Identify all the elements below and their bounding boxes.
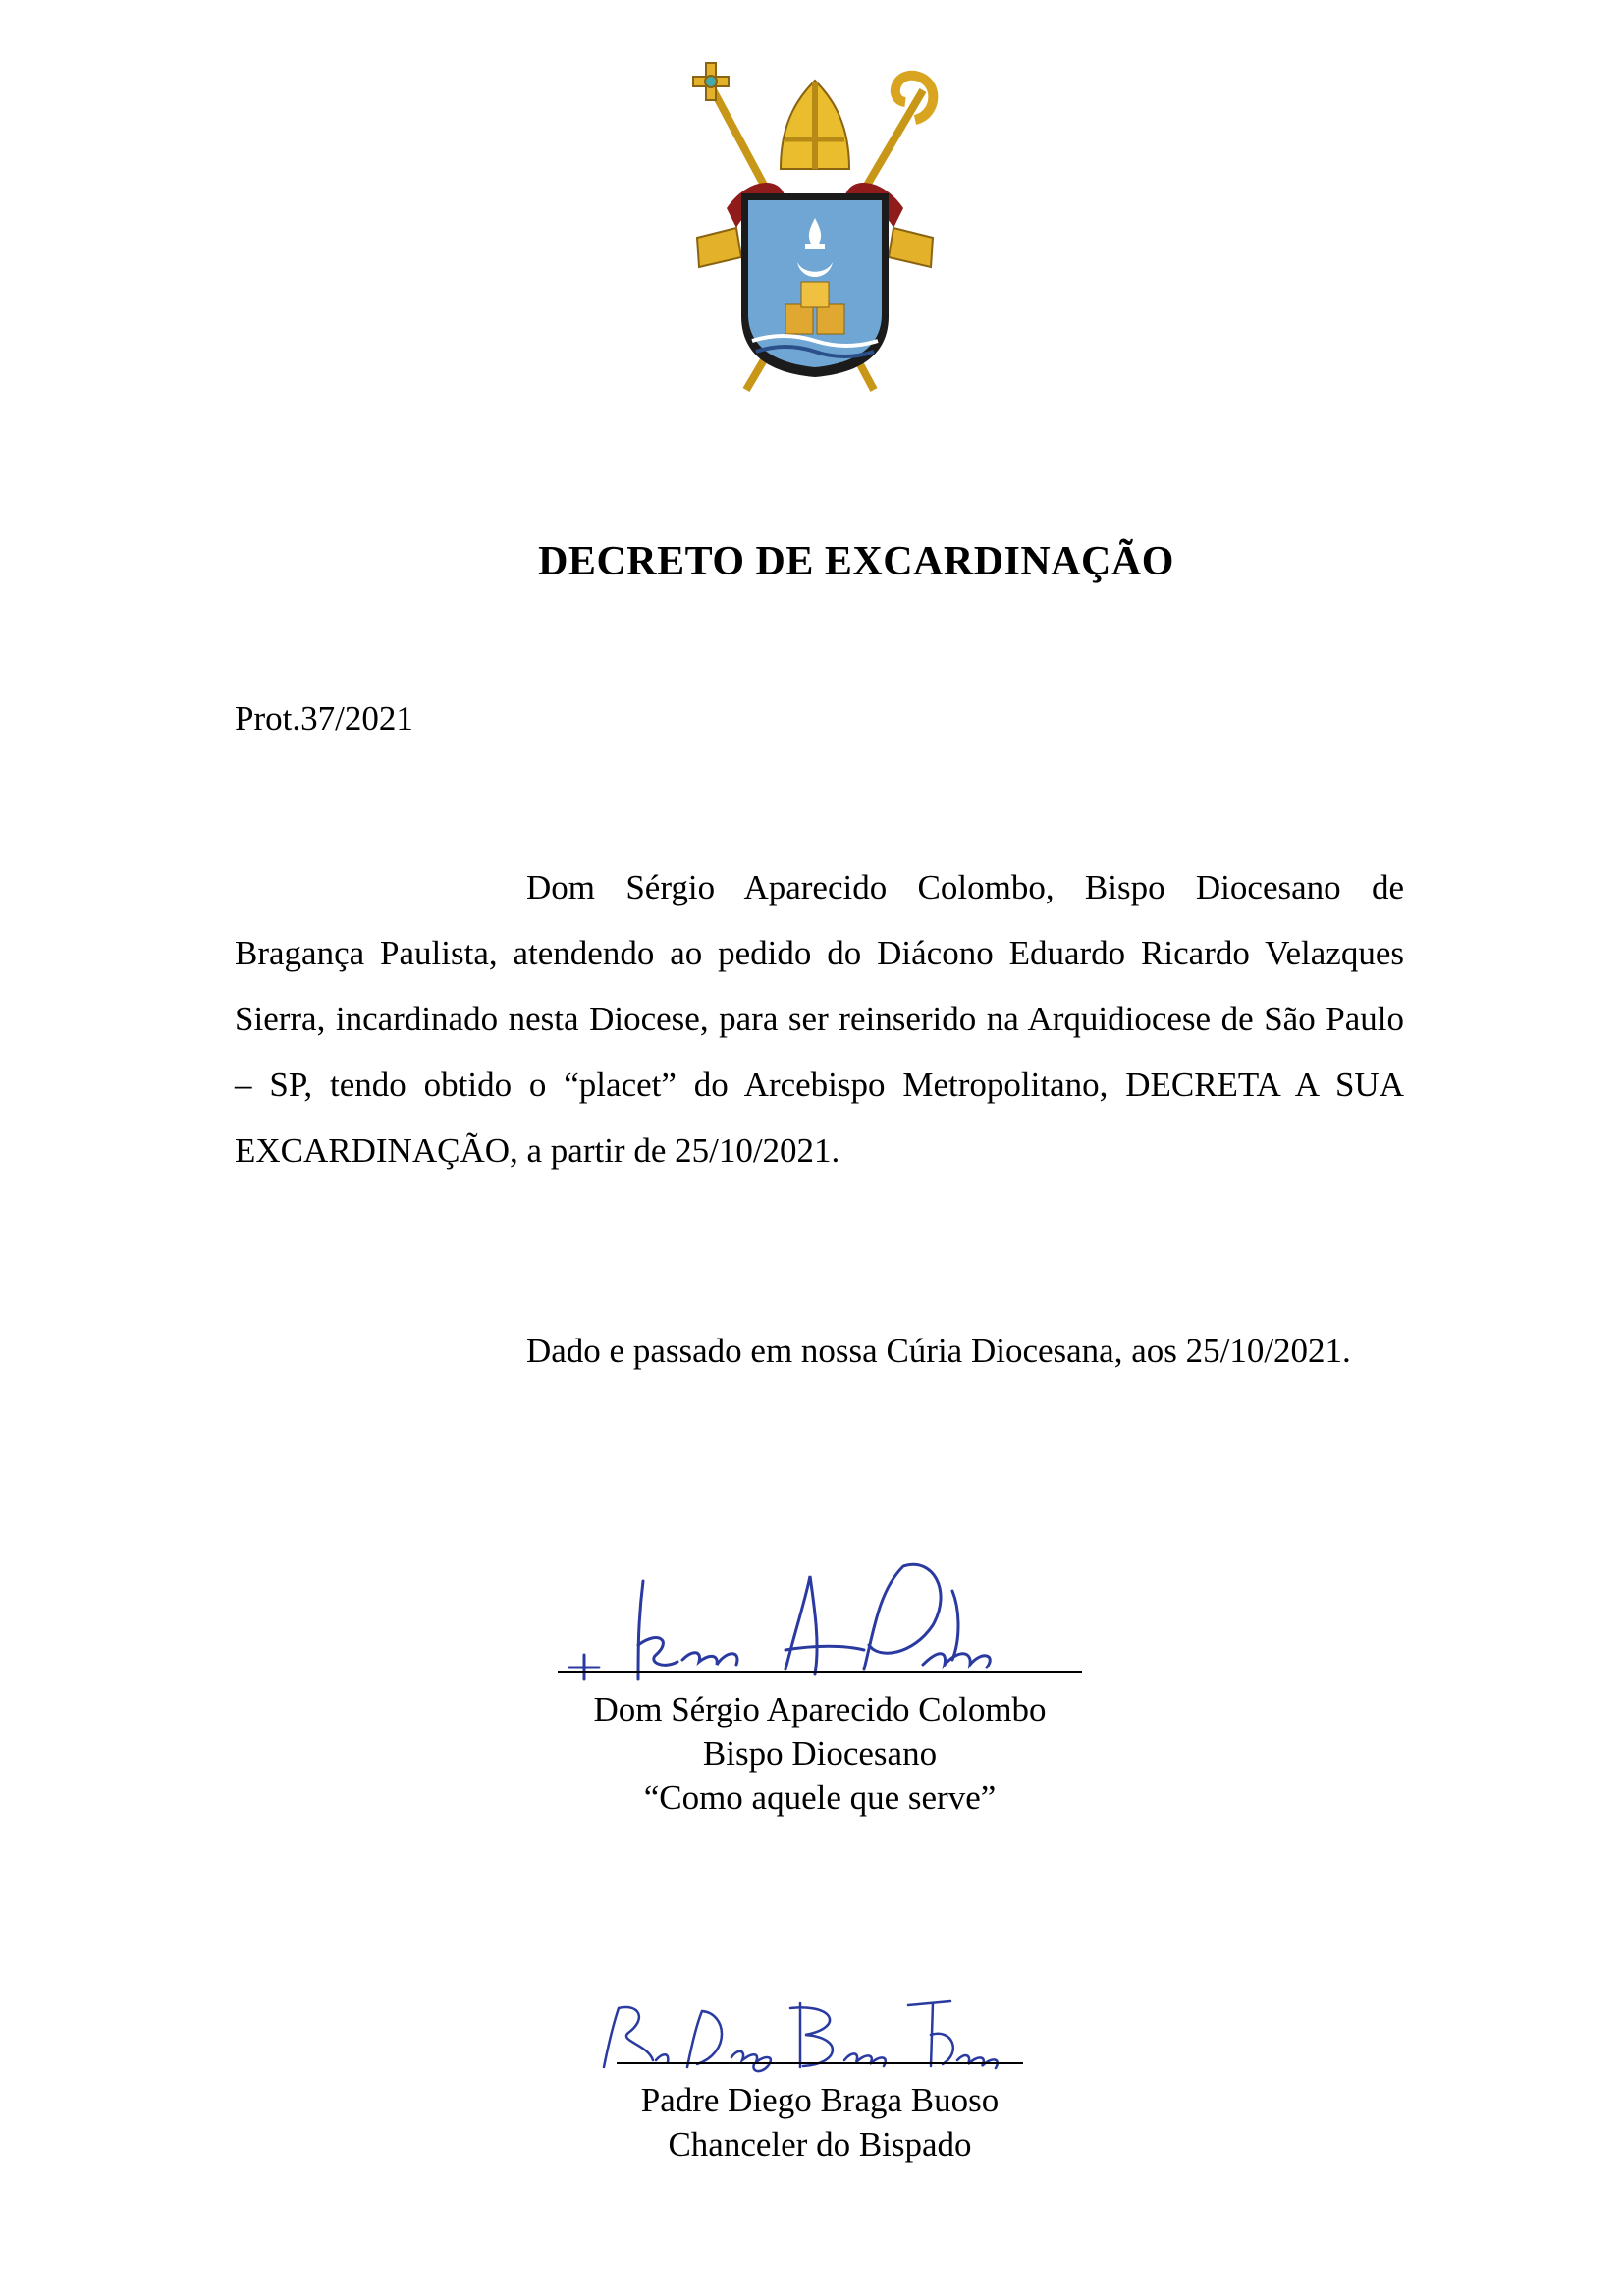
signature-area xyxy=(560,1984,1080,2078)
signature-line xyxy=(617,2062,1023,2064)
signature-area xyxy=(491,1552,1149,1687)
closing-text: Dado e passado em nossa Cúria Diocesana, aos 25/10/2021. xyxy=(526,1332,1351,1370)
decree-paragraph xyxy=(235,854,1404,1183)
closing-paragraph xyxy=(235,1318,1404,1384)
bishop-handwritten-signature xyxy=(491,1552,1149,1687)
chancellor-role: Chanceler do Bispado xyxy=(668,2125,972,2163)
bishop-role: Bispo Diocesano xyxy=(702,1734,938,1773)
chancellor-signature-block xyxy=(560,1984,1080,2166)
bishop-signature-block xyxy=(491,1552,1149,1820)
chancellor-name: Padre Diego Braga Buoso xyxy=(640,2081,1000,2119)
signature-line xyxy=(558,1671,1082,1673)
coat-of-arms-icon xyxy=(687,61,943,400)
bishop-motto: “Como aquele que serve” xyxy=(643,1778,997,1817)
bishop-name: Dom Sérgio Aparecido Colombo xyxy=(593,1690,1047,1728)
protocol-number: Prot.37/2021 xyxy=(235,699,413,738)
decree-text: Dom Sérgio Aparecido Colombo, Bispo Diocesano de Bragança Paulista, atendendo ao pedido do Diácono Eduardo Ricardo Velazques Sierra, incardinado nesta Diocese, para ser reinserido na Arquidiocese de São Paulo – SP, tendo obtido o “placet” do Arcebispo Metropolitano, DECRETA A SUA EXCARDINAÇÃO, a partir de 25/10/2021. xyxy=(235,868,1404,1170)
document-title: DECRETO DE EXCARDINAÇÃO xyxy=(538,539,1174,584)
